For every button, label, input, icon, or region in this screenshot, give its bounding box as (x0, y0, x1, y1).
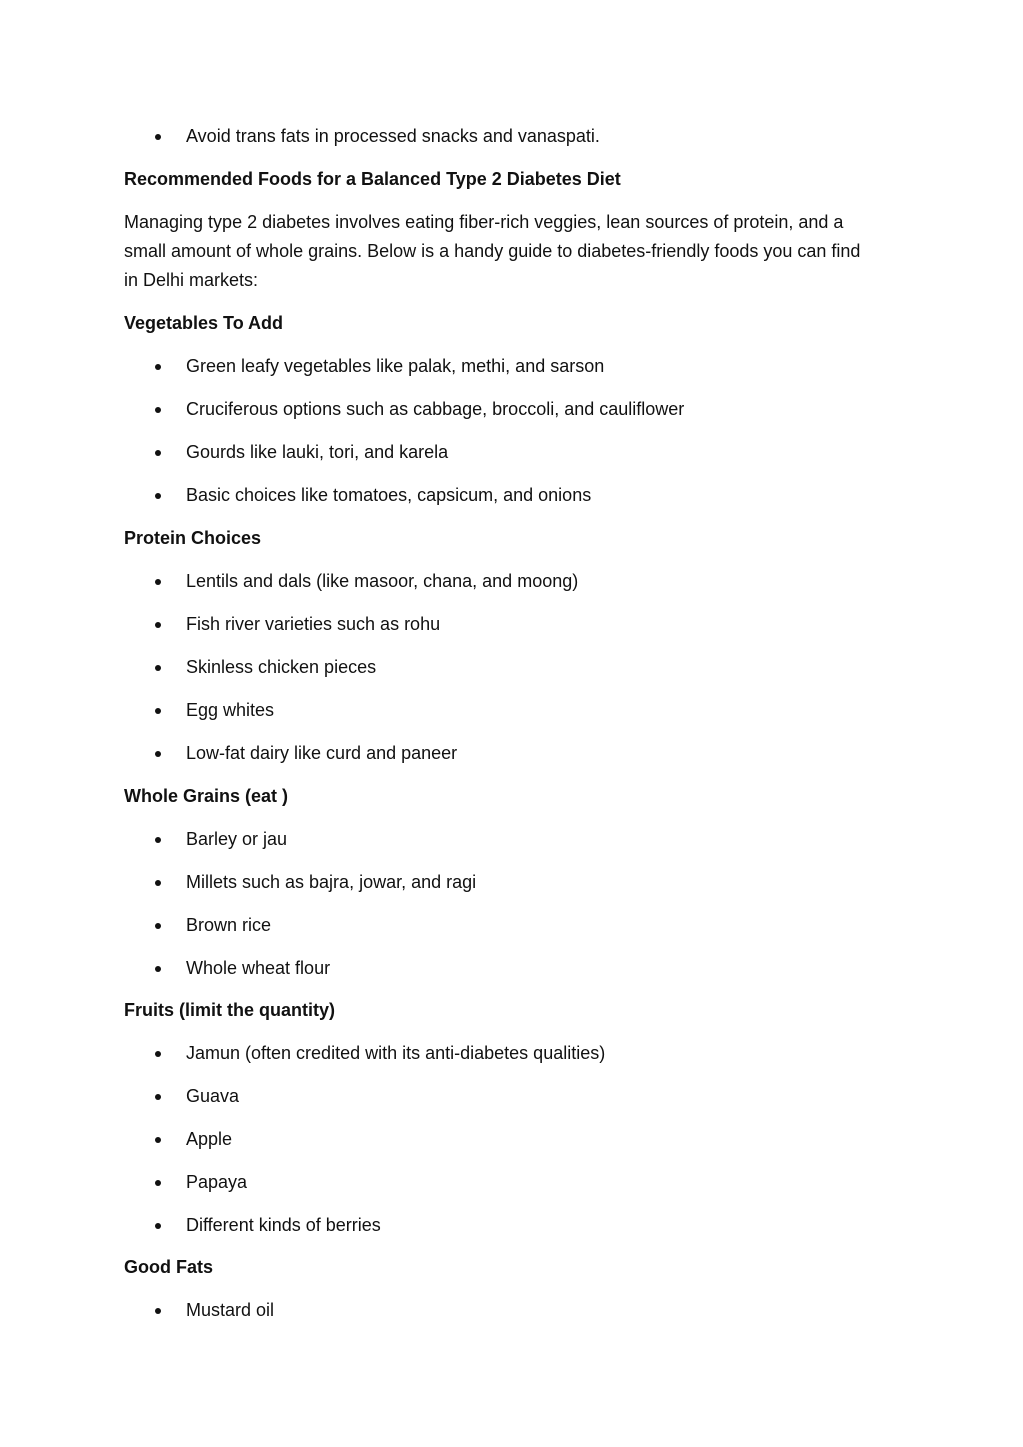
bullet-icon (155, 1137, 161, 1143)
list-item-text: Skinless chicken pieces (186, 657, 377, 677)
bullet-icon (155, 708, 161, 714)
list-item-text: Papaya (186, 1172, 248, 1192)
paragraph-line: small amount of whole grains. Below is a handy guide to diabetes-friendly foods you can find (124, 241, 861, 261)
list-item-text: Brown rice (186, 915, 272, 935)
paragraph-line: Managing type 2 diabetes involves eating fiber-rich veggies, lean sources of protein, and a (124, 212, 844, 232)
list-item-text: Fish river varieties such as rohu (186, 614, 441, 634)
bullet-icon (155, 837, 161, 843)
bullet-icon (155, 1308, 161, 1314)
bullet-icon (155, 134, 161, 140)
list-item-text: Guava (186, 1086, 240, 1106)
list-item-text: Millets such as bajra, jowar, and ragi (186, 872, 477, 892)
list-item-text: Mustard oil (186, 1300, 275, 1320)
intro-paragraph (124, 208, 904, 295)
section-title: Recommended Foods for a Balanced Type 2 Diabetes Diet (124, 169, 621, 189)
paragraph-line: in Delhi markets: (124, 270, 259, 290)
list-item-text: Jamun (often credited with its anti-diabetes qualities) (186, 1043, 606, 1063)
bullet-icon (155, 450, 161, 456)
list-item-text: Gourds like lauki, tori, and karela (186, 442, 449, 462)
bullet-icon (155, 1223, 161, 1229)
section-heading-vegetables: Vegetables To Add (124, 313, 284, 333)
bullet-icon (155, 407, 161, 413)
bullet-icon (155, 966, 161, 972)
list-item-text: Lentils and dals (like masoor, chana, and moong) (186, 571, 579, 591)
list-item-text: Barley or jau (186, 829, 288, 849)
list-item-text: Different kinds of berries (186, 1215, 381, 1235)
list-item-text: Low-fat dairy like curd and paneer (186, 743, 458, 763)
section-heading-fruits: Fruits (limit the quantity) (124, 1000, 335, 1020)
section-heading-good-fats: Good Fats (124, 1257, 213, 1277)
bullet-icon (155, 665, 161, 671)
bullet-icon (155, 923, 161, 929)
list-item-text: Basic choices like tomatoes, capsicum, and onions (186, 485, 592, 505)
list-item-text: Cruciferous options such as cabbage, broccoli, and cauliflower (186, 399, 685, 419)
section-heading-whole-grains: Whole Grains (eat ) (124, 786, 289, 806)
bullet-icon (155, 579, 161, 585)
list-item-text: Apple (186, 1129, 233, 1149)
bullet-icon (155, 364, 161, 370)
bullet-icon (155, 880, 161, 886)
bullet-icon (155, 1180, 161, 1186)
list-item-text: Whole wheat flour (186, 958, 331, 978)
list-item-text: Egg whites (186, 700, 275, 720)
list-item-text: Green leafy vegetables like palak, methi, and sarson (186, 356, 605, 376)
bullet-icon (155, 493, 161, 499)
bullet-icon (155, 1051, 161, 1057)
list-item-text: Avoid trans fats in processed snacks and vanaspati. (186, 126, 600, 146)
section-heading-protein: Protein Choices (124, 528, 262, 548)
bullet-icon (155, 751, 161, 757)
bullet-icon (155, 622, 161, 628)
bullet-icon (155, 1094, 161, 1100)
